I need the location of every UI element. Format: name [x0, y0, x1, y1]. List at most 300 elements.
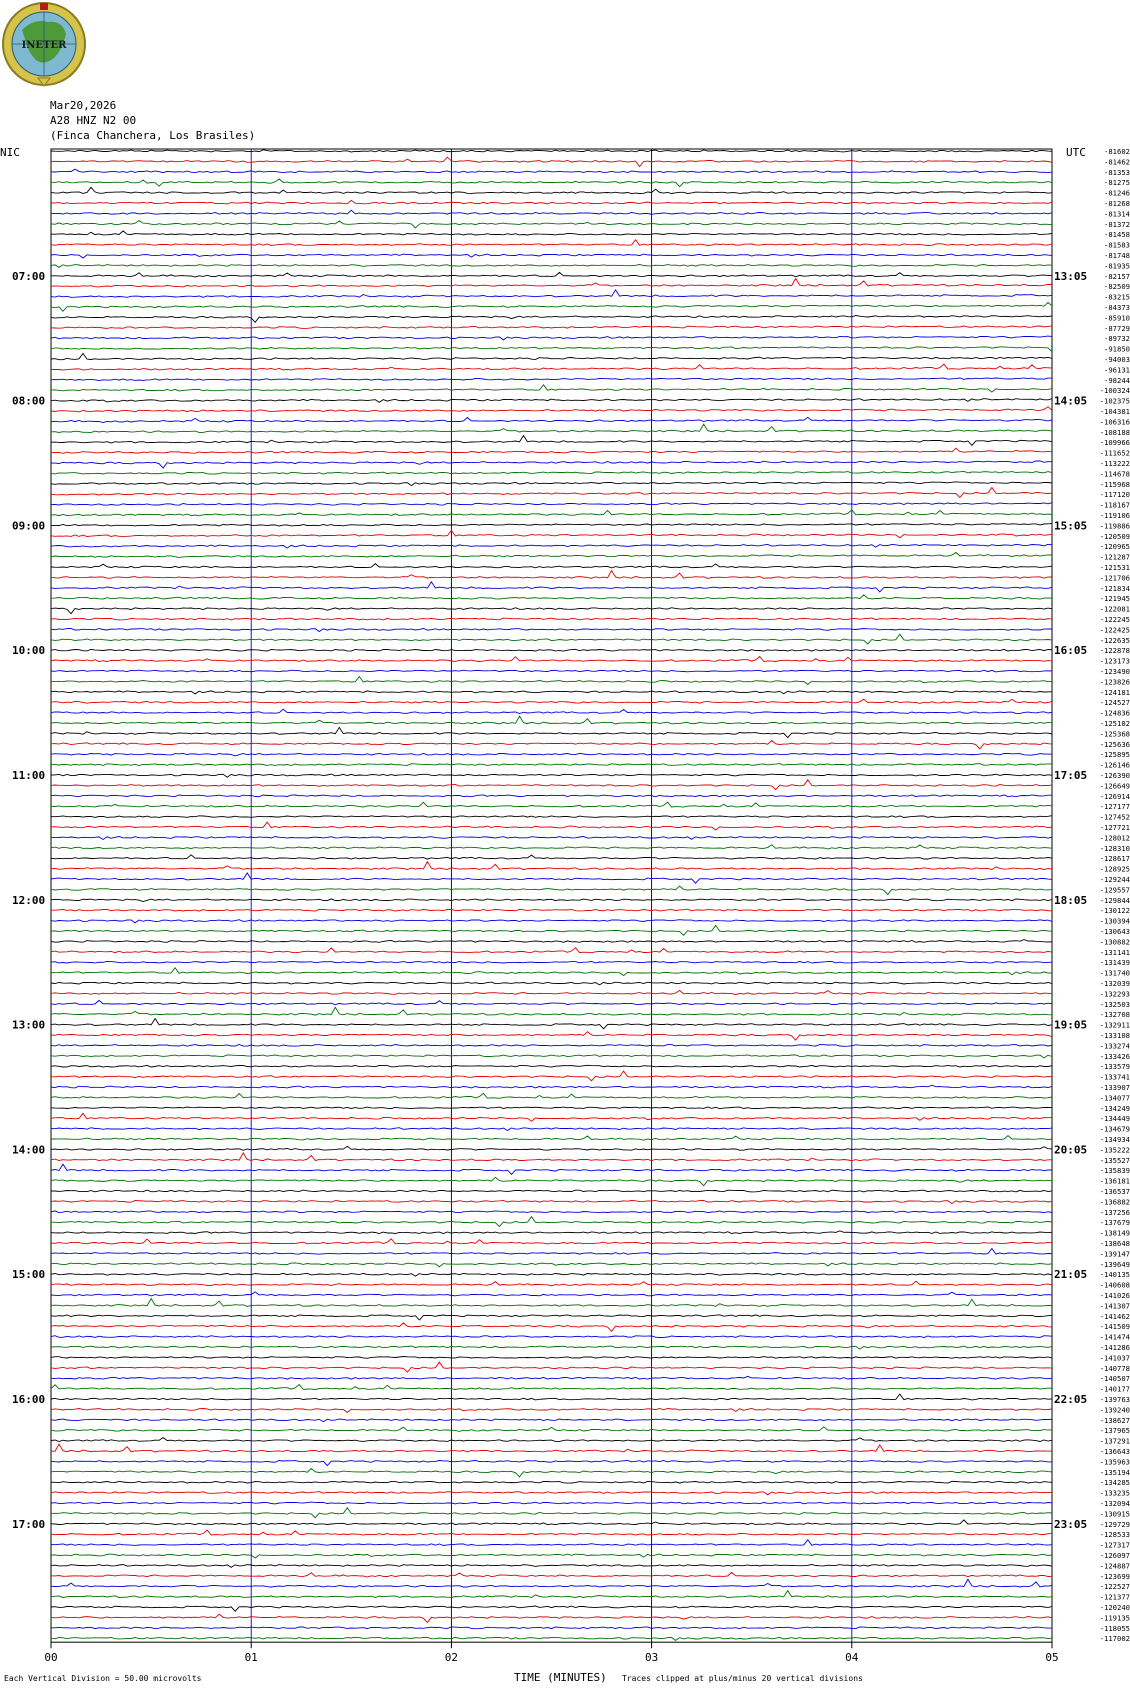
- trace-offset-label: -81583: [1104, 240, 1130, 250]
- trace-offset-label: -122245: [1099, 615, 1130, 624]
- seismic-trace: [51, 1362, 1052, 1372]
- seismic-trace: [51, 290, 1052, 297]
- seismic-trace: [51, 347, 1052, 352]
- trace-offset-label: -129729: [1099, 1519, 1130, 1529]
- seismic-trace: [51, 886, 1052, 894]
- x-axis-title: TIME (MINUTES): [514, 1671, 607, 1684]
- trace-offset-label: -132708: [1099, 1010, 1130, 1020]
- seismic-trace: [51, 634, 1052, 644]
- nic-hour-label: 15:00: [12, 1268, 46, 1282]
- trace-offset-label: -123826: [1099, 677, 1130, 687]
- nic-hour-label: 09:00: [12, 519, 46, 533]
- seismic-trace: [51, 795, 1052, 797]
- seismic-trace: [51, 699, 1052, 703]
- seismic-trace: [51, 524, 1052, 526]
- trace-offset-label: -134249: [1099, 1103, 1130, 1113]
- trace-offset-label: -121834: [1099, 583, 1130, 593]
- seismic-trace: [51, 1469, 1052, 1477]
- x-tick-label: 00: [44, 1651, 58, 1665]
- seismic-trace: [51, 187, 1052, 193]
- seismic-trace: [51, 1019, 1052, 1029]
- x-tick-label: 05: [1045, 1651, 1059, 1665]
- trace-offset-label: -132503: [1099, 999, 1130, 1009]
- utc-hour-label: 23:05: [1054, 1517, 1088, 1531]
- trace-offset-label: -124181: [1099, 687, 1130, 697]
- trace-offset-label: -136882: [1099, 1197, 1130, 1207]
- trace-offset-label: -122425: [1099, 625, 1130, 635]
- trace-offset-label: -141286: [1099, 1343, 1130, 1352]
- seismic-trace: [51, 471, 1052, 474]
- trace-offset-label: -111652: [1099, 448, 1130, 458]
- trace-offset-label: -132094: [1099, 1499, 1130, 1508]
- trace-offset-label: -133235: [1099, 1488, 1130, 1498]
- trace-offset-label: -137965: [1099, 1426, 1130, 1436]
- trace-offset-label: -81246: [1104, 188, 1130, 198]
- seismic-trace: [51, 618, 1052, 620]
- seismic-trace: [51, 1323, 1052, 1331]
- seismic-trace: [51, 1065, 1052, 1067]
- seismic-trace: [51, 1113, 1052, 1121]
- seismic-trace: [51, 629, 1052, 632]
- seismic-trace: [51, 940, 1052, 943]
- trace-offset-label: -123699: [1099, 1571, 1130, 1581]
- trace-offset-label: -109966: [1099, 438, 1130, 448]
- trace-offset-label: -139147: [1099, 1249, 1130, 1259]
- seismic-trace: [51, 200, 1052, 204]
- trace-offset-label: -141474: [1099, 1332, 1130, 1342]
- trace-offset-label: -138627: [1099, 1415, 1130, 1425]
- trace-offset-label: -141462: [1099, 1311, 1130, 1321]
- seismic-trace: [51, 822, 1052, 830]
- nic-hour-label: 16:00: [12, 1393, 46, 1406]
- channel-label: A28 HNZ N2 00: [50, 114, 137, 127]
- trace-offset-label: -129844: [1099, 895, 1130, 905]
- trace-offset-label: -126146: [1099, 760, 1130, 770]
- trace-offset-label: -139763: [1099, 1395, 1130, 1404]
- trace-offset-label: -141307: [1099, 1301, 1130, 1311]
- utc-hour-label: 13:05: [1054, 269, 1088, 283]
- trace-offset-label: -132911: [1099, 1020, 1130, 1030]
- seismic-trace: [51, 780, 1052, 790]
- trace-offset-label: -127452: [1099, 812, 1130, 822]
- utc-hour-label: 19:05: [1054, 1018, 1088, 1032]
- seismic-trace: [51, 278, 1052, 287]
- nic-hour-label: 14:00: [12, 1143, 46, 1157]
- trace-offset-label: -141509: [1099, 1322, 1130, 1332]
- seismic-trace: [51, 157, 1052, 166]
- trace-offset-label: -113222: [1099, 459, 1130, 468]
- seismic-trace: [51, 595, 1052, 599]
- seismic-trace: [51, 968, 1052, 976]
- logo-text: INETER: [21, 40, 67, 51]
- seismic-trace: [51, 1627, 1052, 1629]
- seismic-trace: [51, 544, 1052, 548]
- trace-offset-label: -82157: [1104, 271, 1130, 281]
- seismic-trace: [51, 816, 1052, 818]
- trace-offset-label: -124887: [1099, 1561, 1130, 1571]
- seismic-trace: [51, 417, 1052, 422]
- seismic-trace: [51, 1045, 1052, 1047]
- trace-offset-label: -133108: [1099, 1031, 1130, 1040]
- seismic-trace: [51, 1299, 1052, 1307]
- right-timezone-label: UTC: [1066, 146, 1086, 159]
- seismic-trace: [51, 1164, 1052, 1174]
- seismic-trace: [51, 221, 1052, 228]
- scale-note: Each Vertical Division = 50.00 microvolts: [4, 1674, 202, 1683]
- trace-offset-label: -131439: [1099, 958, 1130, 968]
- trace-offset-label: -118167: [1099, 500, 1130, 510]
- trace-offset-label: -137291: [1099, 1436, 1130, 1446]
- trace-offset-label: -137679: [1099, 1218, 1130, 1228]
- trace-offset-label: -138648: [1099, 1239, 1130, 1248]
- seismic-trace: [51, 1281, 1052, 1286]
- trace-offset-label: -133741: [1099, 1072, 1130, 1082]
- trace-offset-label: -122081: [1099, 604, 1130, 614]
- nic-hour-label: 10:00: [12, 644, 46, 658]
- trace-offset-label: -140507: [1099, 1374, 1130, 1384]
- seismic-trace: [51, 1200, 1052, 1203]
- grid-layer: [51, 149, 1052, 1648]
- seismic-trace: [51, 920, 1052, 923]
- trace-offset-label: -81462: [1104, 157, 1130, 167]
- seismic-trace: [51, 802, 1052, 807]
- trace-offset-label: -119886: [1099, 521, 1130, 531]
- trace-offset-label: -135527: [1099, 1155, 1130, 1165]
- seismic-trace: [51, 1190, 1052, 1192]
- trace-offset-label: -121377: [1099, 1592, 1130, 1602]
- seismic-trace: [51, 1492, 1052, 1495]
- seismic-trace: [51, 1292, 1052, 1296]
- trace-offset-label: -117002: [1099, 1634, 1130, 1644]
- trace-offset-label: -127721: [1099, 823, 1130, 832]
- seismic-trace: [51, 1000, 1052, 1004]
- trace-offset-label: -134449: [1099, 1114, 1130, 1124]
- trace-offset-label: -81935: [1104, 261, 1130, 271]
- seismic-trace: [51, 461, 1052, 468]
- seismic-trace: [51, 691, 1052, 694]
- trace-offset-label: -98244: [1104, 375, 1130, 385]
- trace-offset-label: -94003: [1104, 355, 1130, 364]
- seismic-trace: [51, 709, 1052, 713]
- utc-hour-label: 17:05: [1054, 769, 1088, 782]
- trace-offset-label: -138149: [1099, 1228, 1130, 1238]
- trace-offset-label: -126649: [1099, 781, 1130, 791]
- seismic-trace: [51, 240, 1052, 246]
- seismic-trace: [51, 399, 1052, 403]
- station-label: (Finca Chanchera, Los Brasiles): [50, 129, 256, 142]
- trace-offset-label: -122635: [1099, 635, 1130, 645]
- seismic-trace: [51, 909, 1052, 911]
- trace-offset-label: -104381: [1099, 407, 1130, 416]
- seismic-trace: [51, 1249, 1052, 1255]
- trace-offset-label: -132039: [1099, 979, 1130, 988]
- seismic-trace: [51, 1273, 1052, 1276]
- seismic-trace: [51, 1540, 1052, 1546]
- trace-offset-label: -136181: [1099, 1176, 1130, 1186]
- seismic-trace: [51, 1231, 1052, 1234]
- trace-offset-label: -134679: [1099, 1124, 1130, 1134]
- seismic-trace: [51, 1376, 1052, 1379]
- nic-hour-label: 07:00: [12, 269, 46, 283]
- x-tick-label: 04: [845, 1651, 859, 1665]
- trace-offset-label: -120240: [1099, 1603, 1130, 1612]
- trace-offset-label: -134285: [1099, 1478, 1130, 1488]
- seismic-trace: [51, 553, 1052, 558]
- trace-offset-label: -120509: [1099, 531, 1130, 541]
- seismic-trace: [51, 1438, 1052, 1442]
- trace-offset-label: -137256: [1099, 1207, 1130, 1217]
- trace-offset-label: -139649: [1099, 1259, 1130, 1269]
- seismic-trace: [51, 764, 1052, 766]
- trace-offset-label: -131740: [1099, 968, 1130, 978]
- seismic-trace: [51, 482, 1052, 486]
- trace-offset-label: -136537: [1099, 1187, 1130, 1196]
- trace-offset-label: -82509: [1104, 282, 1130, 292]
- seismic-trace: [51, 753, 1052, 756]
- seismic-trace: [51, 677, 1052, 685]
- x-tick-label: 01: [244, 1651, 258, 1665]
- label-layer: [12, 147, 1130, 1664]
- trace-offset-label: -135839: [1099, 1166, 1130, 1176]
- trace-offset-label: -133274: [1099, 1041, 1130, 1051]
- seismic-trace: [51, 571, 1052, 579]
- seismic-trace: [51, 510, 1052, 516]
- seismic-trace: [51, 982, 1052, 985]
- utc-hour-label: 14:05: [1054, 394, 1088, 408]
- seismic-trace: [51, 150, 1052, 152]
- trace-offset-label: -140778: [1099, 1363, 1130, 1373]
- trace-offset-label: -85910: [1104, 313, 1130, 323]
- seismic-trace: [51, 1146, 1052, 1150]
- trace-offset-label: -141037: [1099, 1353, 1130, 1363]
- trace-offset-label: -81314: [1104, 209, 1130, 219]
- trace-offset-label: -84373: [1104, 303, 1130, 312]
- seismic-trace: [51, 1460, 1052, 1465]
- trace-offset-label: -130643: [1099, 927, 1130, 936]
- seismic-trace: [51, 503, 1052, 506]
- trace-offset-label: -117120: [1099, 490, 1130, 500]
- seismic-trace: [51, 407, 1052, 412]
- trace-offset-label: -123490: [1099, 667, 1130, 676]
- seismic-trace: [51, 1177, 1052, 1185]
- seismic-trace: [51, 862, 1052, 870]
- seismic-trace: [51, 336, 1052, 340]
- trace-offset-label: -125102: [1099, 719, 1130, 728]
- date-label: Mar20,2026: [50, 99, 117, 112]
- trace-offset-label: -108188: [1099, 427, 1130, 437]
- seismic-trace: [51, 727, 1052, 737]
- x-tick-label: 03: [644, 1651, 659, 1665]
- trace-offset-label: -121706: [1099, 573, 1130, 583]
- seismic-trace: [51, 530, 1052, 537]
- trace-offset-label: -130122: [1099, 906, 1130, 916]
- trace-offset-label: -120965: [1099, 542, 1130, 552]
- seismic-trace: [51, 448, 1052, 453]
- seismic-trace: [51, 1085, 1052, 1088]
- trace-offset-label: -126097: [1099, 1551, 1130, 1560]
- seismic-trace: [51, 210, 1052, 214]
- seismic-trace: [51, 424, 1052, 433]
- seismic-trace: [51, 608, 1052, 614]
- trace-offset-label: -130882: [1099, 937, 1130, 947]
- utc-hour-label: 21:05: [1054, 1268, 1088, 1282]
- trace-offset-label: -135194: [1099, 1467, 1130, 1477]
- trace-offset-label: -124836: [1099, 708, 1130, 718]
- trace-offset-label: -91850: [1104, 344, 1130, 354]
- seismic-trace: [51, 1409, 1052, 1413]
- trace-offset-label: -139240: [1099, 1405, 1130, 1415]
- trace-layer: [51, 150, 1052, 1641]
- trace-offset-label: -128310: [1099, 843, 1130, 853]
- trace-offset-label: -121531: [1099, 563, 1130, 572]
- seismic-trace: [51, 303, 1052, 312]
- nic-hour-label: 08:00: [12, 394, 46, 408]
- trace-offset-label: -118055: [1099, 1623, 1130, 1633]
- seismic-trace: [51, 855, 1052, 859]
- trace-offset-label: -121287: [1099, 552, 1130, 562]
- nic-hour-label: 12:00: [12, 893, 46, 907]
- seismic-trace: [51, 1565, 1052, 1568]
- seismic-trace: [51, 316, 1052, 323]
- seismic-trace: [51, 254, 1052, 258]
- seismic-trace: [51, 670, 1052, 672]
- seismic-trace: [51, 1591, 1052, 1598]
- nic-hour-label: 17:00: [12, 1517, 46, 1531]
- seismic-trace: [51, 1055, 1052, 1058]
- seismic-trace: [51, 436, 1052, 446]
- trace-offset-label: -133579: [1099, 1062, 1130, 1072]
- nic-hour-label: 13:00: [12, 1018, 46, 1032]
- seismic-trace: [51, 873, 1052, 883]
- trace-offset-label: -126390: [1099, 771, 1130, 780]
- nic-hour-label: 11:00: [12, 769, 46, 782]
- seismic-trace: [51, 1128, 1052, 1131]
- trace-offset-label: -122878: [1099, 646, 1130, 656]
- utc-hour-label: 22:05: [1054, 1393, 1088, 1406]
- left-timezone-label: NIC: [0, 146, 20, 159]
- trace-offset-label: -140177: [1099, 1384, 1130, 1394]
- seismic-trace: [51, 1153, 1052, 1161]
- utc-hour-label: 15:05: [1054, 519, 1088, 533]
- seismic-trace: [51, 1614, 1052, 1622]
- trace-offset-label: -127317: [1099, 1540, 1130, 1550]
- trace-offset-label: -81458: [1104, 230, 1130, 240]
- trace-offset-label: -100324: [1099, 386, 1130, 396]
- seismic-trace: [51, 845, 1052, 849]
- seismic-trace: [51, 1508, 1052, 1518]
- seismic-trace: [51, 169, 1052, 173]
- trace-offset-label: -129557: [1099, 885, 1130, 895]
- trace-offset-label: -96131: [1104, 365, 1130, 375]
- trace-offset-label: -123173: [1099, 656, 1130, 666]
- seismic-trace: [51, 1502, 1052, 1504]
- trace-offset-label: -122527: [1099, 1582, 1130, 1592]
- seismic-trace: [51, 1481, 1052, 1483]
- seismic-trace: [51, 1346, 1052, 1349]
- seismic-trace: [51, 1315, 1052, 1320]
- seismic-trace: [51, 1136, 1052, 1141]
- utc-hour-label: 20:05: [1054, 1143, 1088, 1157]
- seismic-trace: [51, 1217, 1052, 1227]
- trace-offset-label: -115968: [1099, 479, 1130, 489]
- seismic-trace: [51, 179, 1052, 187]
- trace-offset-label: -81748: [1104, 251, 1130, 260]
- trace-offset-label: -134934: [1099, 1135, 1130, 1144]
- trace-offset-label: -129244: [1099, 875, 1130, 884]
- seismic-trace: [51, 657, 1052, 662]
- x-tick-label: 02: [444, 1651, 459, 1665]
- seismic-trace: [51, 378, 1052, 381]
- seismic-trace: [51, 1427, 1052, 1432]
- trace-offset-label: -128533: [1099, 1530, 1130, 1540]
- trace-offset-label: -81602: [1104, 147, 1130, 156]
- seismic-trace: [51, 774, 1052, 777]
- seismic-trace: [51, 948, 1052, 953]
- utc-hour-label: 16:05: [1054, 644, 1088, 658]
- trace-offset-label: -89732: [1104, 334, 1130, 344]
- seismic-trace: [51, 582, 1052, 592]
- trace-offset-label: -133907: [1099, 1083, 1130, 1092]
- clip-note: Traces clipped at plus/minus 20 vertical divisions: [622, 1674, 863, 1683]
- seismic-trace: [51, 1093, 1052, 1098]
- seismic-trace: [51, 1606, 1052, 1611]
- trace-offset-label: -130394: [1099, 916, 1130, 926]
- trace-offset-label: -131141: [1099, 947, 1130, 957]
- seismic-trace: [51, 564, 1052, 568]
- seismic-trace: [51, 385, 1052, 392]
- seismic-trace: [51, 925, 1052, 935]
- seismic-trace: [51, 488, 1052, 498]
- seismic-trace: [51, 1385, 1052, 1390]
- seismic-trace: [51, 1007, 1052, 1015]
- seismic-trace: [51, 1419, 1052, 1422]
- seismic-trace: [51, 231, 1052, 235]
- trace-offset-label: -133426: [1099, 1051, 1130, 1061]
- seismic-trace: [51, 1357, 1052, 1359]
- trace-offset-label: -106316: [1099, 417, 1130, 427]
- trace-offset-label: -134077: [1099, 1093, 1130, 1103]
- trace-offset-label: -135963: [1099, 1457, 1130, 1467]
- seismic-trace: [51, 1394, 1052, 1400]
- trace-offset-label: -124527: [1099, 698, 1130, 708]
- trace-offset-label: -83215: [1104, 292, 1130, 302]
- plot-frame: [51, 149, 1052, 1642]
- seismic-trace: [51, 1520, 1052, 1525]
- trace-offset-label: -87729: [1104, 323, 1130, 333]
- trace-offset-label: -128617: [1099, 854, 1130, 864]
- trace-offset-label: -125368: [1099, 729, 1130, 739]
- seismic-trace: [51, 1032, 1052, 1040]
- seismic-trace: [51, 1071, 1052, 1081]
- trace-offset-label: -128012: [1099, 833, 1130, 843]
- trace-offset-label: -140135: [1099, 1270, 1130, 1280]
- seismic-trace: [51, 961, 1052, 963]
- seismic-trace: [51, 1572, 1052, 1577]
- seismic-trace: [51, 1579, 1052, 1587]
- trace-offset-label: -130915: [1099, 1509, 1130, 1519]
- seismic-trace: [51, 1107, 1052, 1109]
- trace-offset-label: -125636: [1099, 739, 1130, 749]
- trace-offset-label: -81268: [1104, 199, 1130, 208]
- trace-offset-label: -135222: [1099, 1145, 1130, 1155]
- utc-hour-label: 18:05: [1054, 893, 1088, 907]
- seismic-trace: [51, 364, 1052, 370]
- trace-offset-label: -119106: [1099, 511, 1130, 520]
- seismic-trace: [51, 741, 1052, 749]
- seismic-trace: [51, 1336, 1052, 1338]
- seismic-trace: [51, 265, 1052, 268]
- trace-offset-label: -127177: [1099, 802, 1130, 812]
